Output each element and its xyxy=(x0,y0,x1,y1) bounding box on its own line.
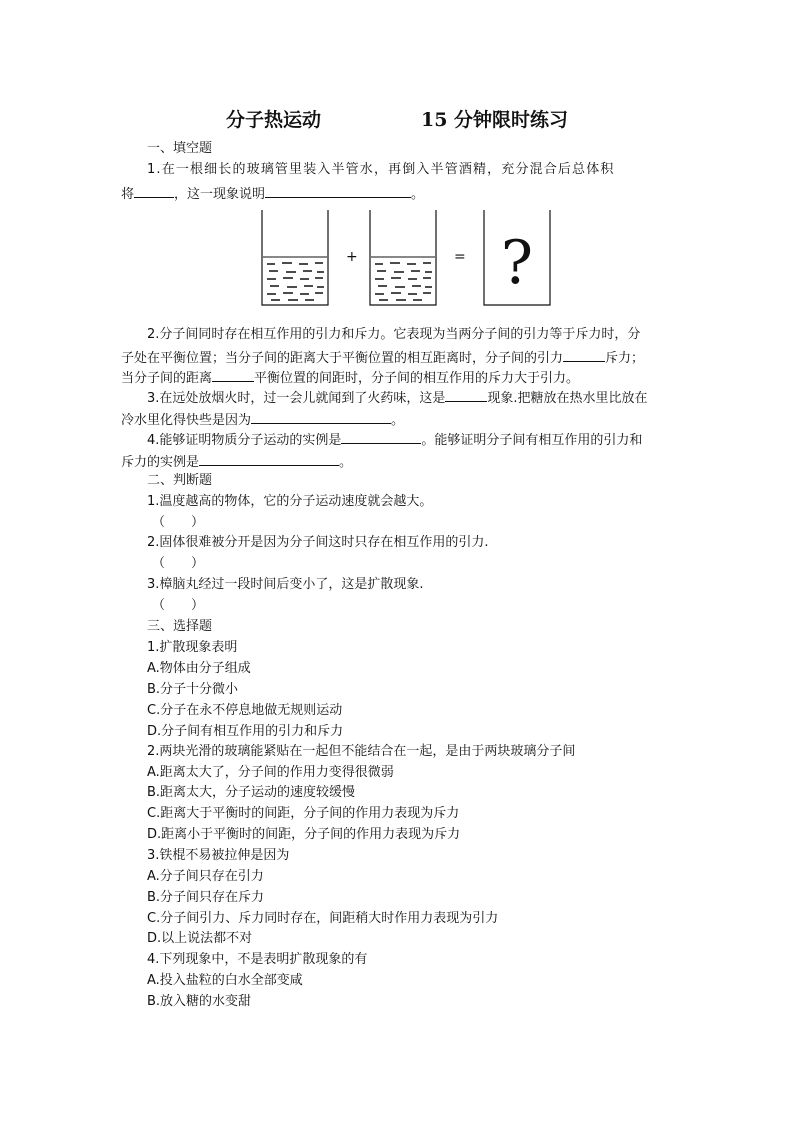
choice-option[interactable]: A.物体由分子组成 xyxy=(147,661,251,676)
q4-line1 xyxy=(147,431,642,449)
choice-option[interactable]: B.分子十分微小 xyxy=(147,682,239,697)
q3-text-a: 3.在远处放烟火时，过一会儿就闻到了火药味，这是 xyxy=(147,391,446,406)
q2-line3 xyxy=(121,369,579,387)
choice-q4-stem: 4.下列现象中，不是表明扩散现象的有 xyxy=(147,952,368,967)
answer-blank[interactable] xyxy=(563,349,605,362)
title-topic: 分子热运动 xyxy=(226,109,322,131)
q3-line2 xyxy=(121,411,404,429)
q4-line2 xyxy=(121,453,352,471)
q3-text-b: 现象.把糖放在热水里比放在 xyxy=(487,391,648,406)
choice-q1-stem: 1.扩散现象表明 xyxy=(147,640,238,655)
answer-blank[interactable] xyxy=(251,411,391,424)
judge-q1: 1.温度越高的物体，它的分子运动速度就会越大。 xyxy=(147,494,433,509)
q4-text-d: 。 xyxy=(339,455,353,470)
choice-option[interactable]: B.分子间只存在斥力 xyxy=(147,890,265,905)
section-heading-choice: 三、选择题 xyxy=(147,619,213,634)
water-beaker xyxy=(262,210,328,305)
q1-line2 xyxy=(121,185,424,203)
answer-parentheses[interactable]: （ ） xyxy=(152,556,205,571)
q2-text-b: 斥力； xyxy=(605,351,645,366)
choice-option[interactable]: D.距离小于平衡时的间距，分子间的作用力表现为斥力 xyxy=(147,827,461,842)
question-mark-icon: ? xyxy=(500,228,534,298)
section-heading-judge: 二、判断题 xyxy=(147,473,213,488)
q1-text-b: ，这一现象说明 xyxy=(174,187,266,202)
worksheet-title xyxy=(0,105,794,131)
choice-option[interactable]: D.以上说法都不对 xyxy=(147,931,253,946)
answer-blank[interactable] xyxy=(212,369,254,382)
choice-option[interactable]: B.距离太大，分子运动的速度较缓慢 xyxy=(147,785,356,800)
q1-text: 1.在一根细长的玻璃管里装入半管水，再倒入半管酒精，充分混合后总体积 xyxy=(147,162,615,177)
q2-text-a: 子处在平衡位置；当分子间的距离大于平衡位置的相互距离时，分子间的引力 xyxy=(121,351,564,366)
section-heading-fill: 一、填空题 xyxy=(147,141,213,156)
plus-sign: + xyxy=(346,249,358,265)
answer-blank[interactable] xyxy=(265,185,411,198)
choice-option[interactable]: C.距离大于平衡时的间距，分子间的作用力表现为斥力 xyxy=(147,806,460,821)
alcohol-beaker xyxy=(370,210,436,305)
answer-blank[interactable] xyxy=(445,389,487,402)
q3-line1 xyxy=(147,389,648,407)
choice-option[interactable]: D.分子间有相互作用的引力和斥力 xyxy=(147,724,344,739)
q3-text-d: 。 xyxy=(391,413,405,428)
answer-parentheses[interactable]: （ ） xyxy=(152,598,205,613)
equals-sign: = xyxy=(454,249,466,265)
choice-option[interactable]: B.放入糖的水变甜 xyxy=(147,994,252,1009)
q3-text-c: 冷水里化得快些是因为 xyxy=(121,413,252,428)
choice-option[interactable]: C.分子间引力、斥力同时存在，间距稍大时作用力表现为引力 xyxy=(147,911,499,926)
choice-option[interactable]: A.距离太大了，分子间的作用力变得很微弱 xyxy=(147,765,394,780)
judge-q3: 3.樟脑丸经过一段时间后变小了，这是扩散现象. xyxy=(147,577,424,592)
choice-option[interactable]: C.分子在永不停息地做无规则运动 xyxy=(147,703,343,718)
choice-q2-stem: 2.两块光滑的玻璃能紧贴在一起但不能结合在一起，是由于两块玻璃分子间 xyxy=(147,744,576,759)
q2-text-c: 当分子间的距离 xyxy=(121,371,213,386)
answer-blank[interactable] xyxy=(341,431,421,444)
answer-parentheses[interactable]: （ ） xyxy=(152,515,205,530)
q2-line2 xyxy=(121,349,644,367)
answer-blank[interactable] xyxy=(199,453,339,466)
judge-q2: 2.固体很难被分开是因为分子间这时只存在相互作用的引力. xyxy=(147,535,489,550)
choice-option[interactable]: A.分子间只存在引力 xyxy=(147,869,264,884)
title-subtitle: 15 分钟限时练习 xyxy=(421,109,569,131)
q4-text-b: 。能够证明分子间有相互作用的引力和 xyxy=(421,433,643,448)
q4-text-c: 斥力的实例是 xyxy=(121,455,200,470)
answer-blank[interactable] xyxy=(134,185,174,198)
beaker-mixing-figure xyxy=(258,207,558,309)
q2-line1: 2.分子间同时存在相互作用的引力和斥力。它表现为当两分子间的引力等于斥力时，分 xyxy=(147,327,641,342)
q1-line1 xyxy=(147,162,615,178)
choice-q3-stem: 3.铁棍不易被拉伸是因为 xyxy=(147,848,290,863)
q1-text-a: 将 xyxy=(121,187,135,202)
choice-option[interactable]: A.投入盐粒的白水全部变咸 xyxy=(147,973,303,988)
q4-text-a: 4.能够证明物质分子运动的实例是 xyxy=(147,433,342,448)
q2-text-d: 平衡位置的间距时，分子间的相互作用的斥力大于引力。 xyxy=(254,371,580,386)
result-beaker xyxy=(484,210,550,305)
q1-text-c: 。 xyxy=(411,187,425,202)
